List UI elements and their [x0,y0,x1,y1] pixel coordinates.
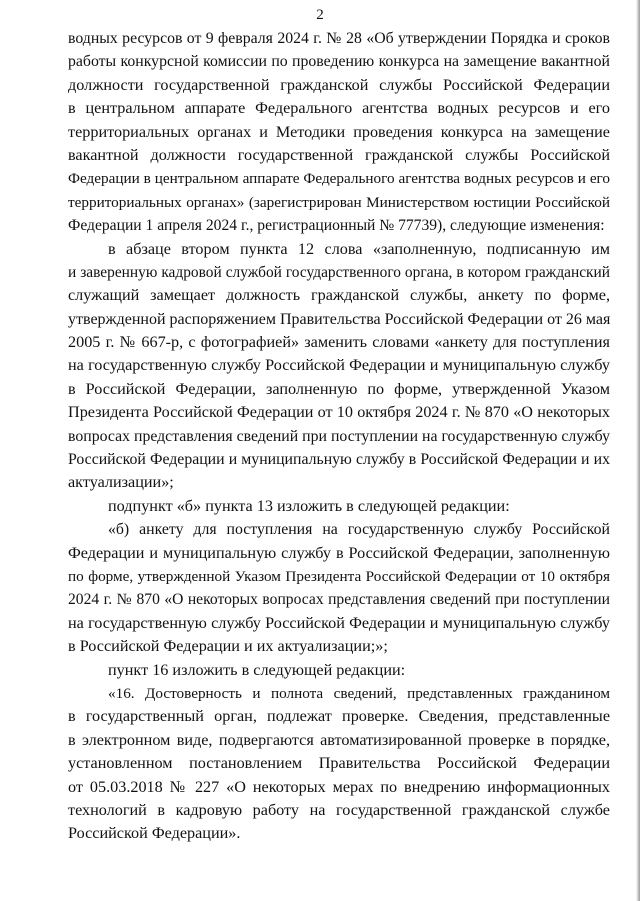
text-line: от 05.03.2018 № 227 «О некоторых мерах по внедрению информационных [68,777,610,796]
text-line: установленном постановлением Правительства Российской Федерации [68,754,610,773]
paragraph-6 [68,682,610,846]
text-line: актуализации»; [68,473,174,492]
paragraph-5 [68,659,610,682]
text-line: 2005 г. № 667-р, с фотографией» заменить словами «анкету для поступления [68,333,610,352]
text-line: должности государственной гражданской службы Российской Федерации [68,75,610,94]
text-line: в государственный орган, подлежат проверке. Сведения, представленные [68,707,610,726]
text-line: подпункт «б» пункта 13 изложить в следующей редакции: [108,496,510,515]
text-line: в Российской Федерации, заполненную по форме, утвержденной Указом [68,379,610,398]
text-line: Российской Федерации и муниципальную службу в Российской Федерации и их [68,451,610,469]
text-line: в Российской Федерации и их актуализации;»; [68,637,388,656]
text-line: вопросах представления сведений при поступлении на государственную службу [68,427,610,445]
text-line: работы конкурсной комиссии по проведению конкурса на замещение вакантной [68,53,610,71]
text-line: «16. Достоверность и полнота сведений, представленных гражданином [108,684,610,702]
scan-edge-shadow [636,0,640,901]
page-number: 2 [316,7,324,23]
text-line: в абзаце втором пункта 12 слова «заполненную, подписанную им [108,239,610,258]
document-body [68,27,610,846]
text-line: Президента Российской Федерации от 10 октября 2024 г. № 870 «О некоторых [68,403,610,422]
text-line: на государственную службу Российской Федерации и муниципальную службу [68,356,610,375]
text-line: территориальных органах» (зарегистрирован Министерством юстиции Российской [68,193,610,211]
text-line: пункт 16 изложить в следующей редакции: [108,660,406,679]
text-line: Федерации в центральном аппарате Федерального агентства водных ресурсов и его [68,170,610,188]
text-line: в электронном виде, подвергаются автоматизированной проверке в порядке, [68,730,610,749]
paragraph-3 [68,495,610,518]
text-line: утвержденной распоряжением Правительства Российской Федерации от 26 мая [68,310,611,328]
text-line: Федерации и муниципальную службу в Российской Федерации, заполненную [68,543,610,562]
text-line: по форме, утвержденной Указом Президента Российской Федерации от 10 октября [68,567,610,585]
text-line: технологий в кадровую работу на государственной гражданской службе [68,800,610,819]
text-line: «б) анкету для поступления на государственную службу Российской [108,521,610,539]
text-line: Российской Федерации». [68,824,241,843]
text-line: водных ресурсов от 9 февраля 2024 г. № 28 «Об утверждении Порядка и сроков [68,30,610,47]
text-line: 2024 г. № 870 «О некоторых вопросах представления сведений при поступлении [68,591,610,609]
text-line: Федерации 1 апреля 2024 г., регистрационный № 77739), следующие изменения: [68,217,605,235]
paragraph-4 [68,518,610,658]
text-line: территориальных органах и Методики проведения конкурса на замещение [68,122,610,141]
text-line: служащий замещает должность гражданской службы, анкету по форме, [68,286,610,305]
text-line: на государственную службу Российской Федерации и муниципальную службу [68,613,610,632]
text-line: вакантной должности государственной гражданской службы Российской [68,145,610,164]
text-line: в центральном аппарате Федерального агентства водных ресурсов и его [68,99,610,118]
paragraph-1 [68,27,610,238]
text-line: и заверенную кадровой службой государственного органа, в котором гражданский [68,263,610,281]
paragraph-2 [68,238,610,495]
